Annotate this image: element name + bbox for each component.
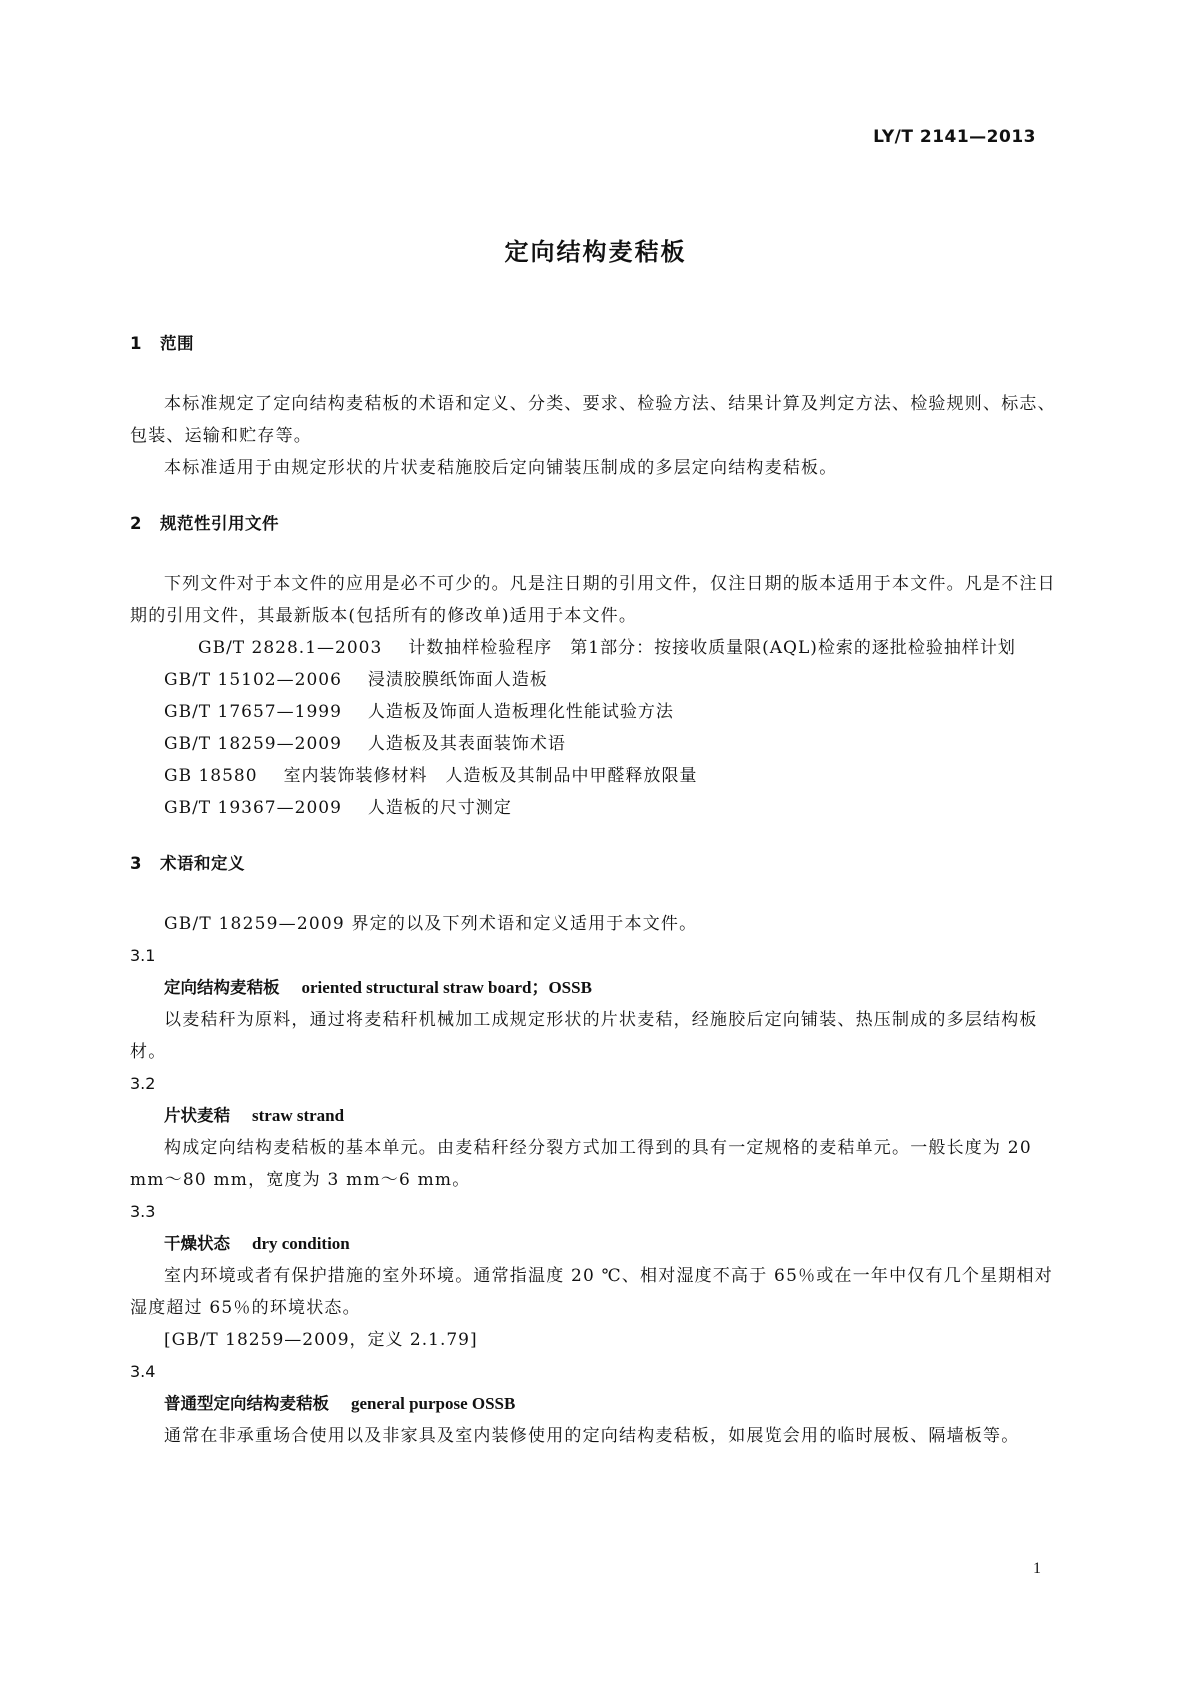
term-name-en: straw strand	[252, 1106, 345, 1125]
term-name-zh: 干燥状态	[164, 1234, 230, 1253]
term-definition: 室内环境或者有保护措施的室外环境。通常指温度 20 ℃、相对湿度不高于 65％或在一年中仅有几个星期相对湿度超过 65％的环境状态。	[130, 1266, 1053, 1318]
reference-title: 人造板及其表面装饰术语	[367, 734, 566, 754]
document-body	[130, 330, 1060, 1452]
term-name	[130, 1388, 1060, 1420]
term-definition: 通常在非承重场合使用以及非家具及室内装修使用的定向结构麦秸板，如展览会用的临时展板、隔墙板等。	[164, 1426, 1020, 1446]
reference-item	[130, 664, 1060, 696]
section-heading-references	[130, 510, 1060, 534]
term-definition: 构成定向结构麦秸板的基本单元。由麦秸秆经分裂方式加工得到的具有一定规格的麦秸单元。一般长度为 20 mm～80 mm，宽度为 3 mm～6 mm。	[130, 1138, 1032, 1190]
reference-item	[130, 792, 1060, 824]
term-name	[130, 1100, 1060, 1132]
reference-item	[130, 696, 1060, 728]
term-source: [GB/T 18259—2009，定义 2.1.79]	[164, 1330, 478, 1350]
section-heading-scope	[130, 330, 1060, 354]
term-name-zh: 普通型定向结构麦秸板	[164, 1394, 329, 1413]
standard-code: LY/T 2141—2013	[873, 127, 1036, 147]
reference-code: GB 18580	[164, 766, 258, 786]
term-name-en: dry condition	[252, 1234, 350, 1253]
reference-code: GB/T 2828.1—2003	[198, 638, 383, 658]
reference-item	[130, 760, 1060, 792]
paragraph: 本标准规定了定向结构麦秸板的术语和定义、分类、要求、检验方法、结果计算及判定方法、检验规则、标志、包装、运输和贮存等。	[130, 394, 1056, 446]
term-name-en: oriented structural straw board；OSSB	[301, 978, 592, 997]
reference-code: GB/T 18259—2009	[164, 734, 342, 754]
reference-title: 室内装饰装修材料 人造板及其制品中甲醛释放限量	[283, 766, 698, 786]
reference-code: GB/T 15102—2006	[164, 670, 342, 690]
paragraph: 本标准适用于由规定形状的片状麦秸施胶后定向铺装压制成的多层定向结构麦秸板。	[164, 458, 838, 478]
section-title: 术语和定义	[160, 854, 245, 873]
term-definition: 以麦秸秆为原料，通过将麦秸秆机械加工成规定形状的片状麦秸，经施胶后定向铺装、热压制成的多层结构板材。	[130, 1010, 1038, 1062]
reference-title: 浸渍胶膜纸饰面人造板	[367, 670, 548, 690]
section-heading-terms	[130, 850, 1060, 874]
term-name	[130, 972, 1060, 1004]
term-number: 3.3	[130, 1202, 156, 1221]
page-number: 1	[1033, 1560, 1041, 1577]
reference-title: 计数抽样检验程序 第1部分：按接收质量限(AQL)检索的逐批检验抽样计划	[408, 638, 1016, 658]
paragraph: GB/T 18259—2009 界定的以及下列术语和定义适用于本文件。	[164, 914, 698, 934]
term-name-en: general purpose OSSB	[351, 1394, 516, 1413]
reference-code: GB/T 19367—2009	[164, 798, 342, 818]
term-name-zh: 片状麦秸	[164, 1106, 230, 1125]
term-number: 3.2	[130, 1074, 156, 1093]
paragraph: 下列文件对于本文件的应用是必不可少的。凡是注日期的引用文件，仅注日期的版本适用于本文件。凡是不注日期的引用文件，其最新版本(包括所有的修改单)适用于本文件。	[130, 574, 1056, 626]
reference-item	[130, 728, 1060, 760]
section-number: 2	[130, 514, 142, 533]
reference-title: 人造板及饰面人造板理化性能试验方法	[367, 702, 674, 722]
term-number: 3.1	[130, 946, 156, 965]
reference-item	[130, 632, 1060, 664]
reference-title: 人造板的尺寸测定	[367, 798, 512, 818]
section-number: 1	[130, 334, 142, 353]
section-number: 3	[130, 854, 142, 873]
document-title: 定向结构麦秸板	[504, 238, 687, 266]
reference-code: GB/T 17657—1999	[164, 702, 342, 722]
term-number: 3.4	[130, 1362, 156, 1381]
section-title: 规范性引用文件	[160, 514, 279, 533]
term-name-zh: 定向结构麦秸板	[164, 978, 280, 997]
section-title: 范围	[160, 334, 194, 353]
term-name	[130, 1228, 1060, 1260]
